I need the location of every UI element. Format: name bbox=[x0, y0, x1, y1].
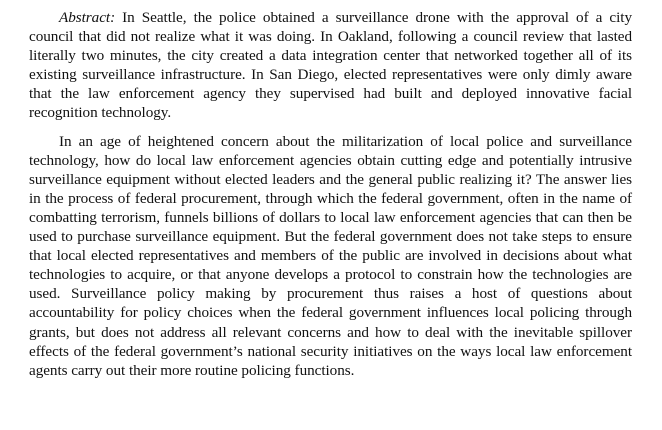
abstract-paragraph bbox=[29, 8, 632, 123]
body-paragraph: In an age of heightened concern about the militarization of local police and surveillance technology, how do local law enforcement agencies obtain cutting edge and potentially intrusive surveillance equipment without elected leaders and the general public realizing it? The answer lies in the process of federal procurement, through which the federal government, often in the name of combatting terrorism, funnels billions of dollars to local law enforcement agencies that can then be used to purchase surveillance equipment. But the federal government does not take steps to ensure that local elected representatives and members of the public are involved in decisions about what technologies to acquire, or that anyone develops a protocol to constrain how the technologies are used. Surveillance policy making by procurement thus raises a host of questions about accountability for policy choices when the federal government influences local policing through grants, but does not address all relevant concerns and how to deal with the inevitable spillover effects of the federal government’s national security initiatives on the ways local law enforcement agents carry out their more routine policing functions. bbox=[29, 132, 632, 379]
abstract-text: In Seattle, the police obtained a surveillance drone with the approval of a city council that did not realize what it was doing. In Oakland, following a council review that lasted literally two minutes, the city created a data integration center that networked together all of its existing surveillance infrastructure. In San Diego, elected representatives were only dimly aware that the law enforcement agency they supervised had built and deployed innovative facial recognition technology. bbox=[29, 9, 632, 122]
abstract-label: Abstract: bbox=[59, 9, 116, 26]
document-page bbox=[29, 8, 632, 380]
